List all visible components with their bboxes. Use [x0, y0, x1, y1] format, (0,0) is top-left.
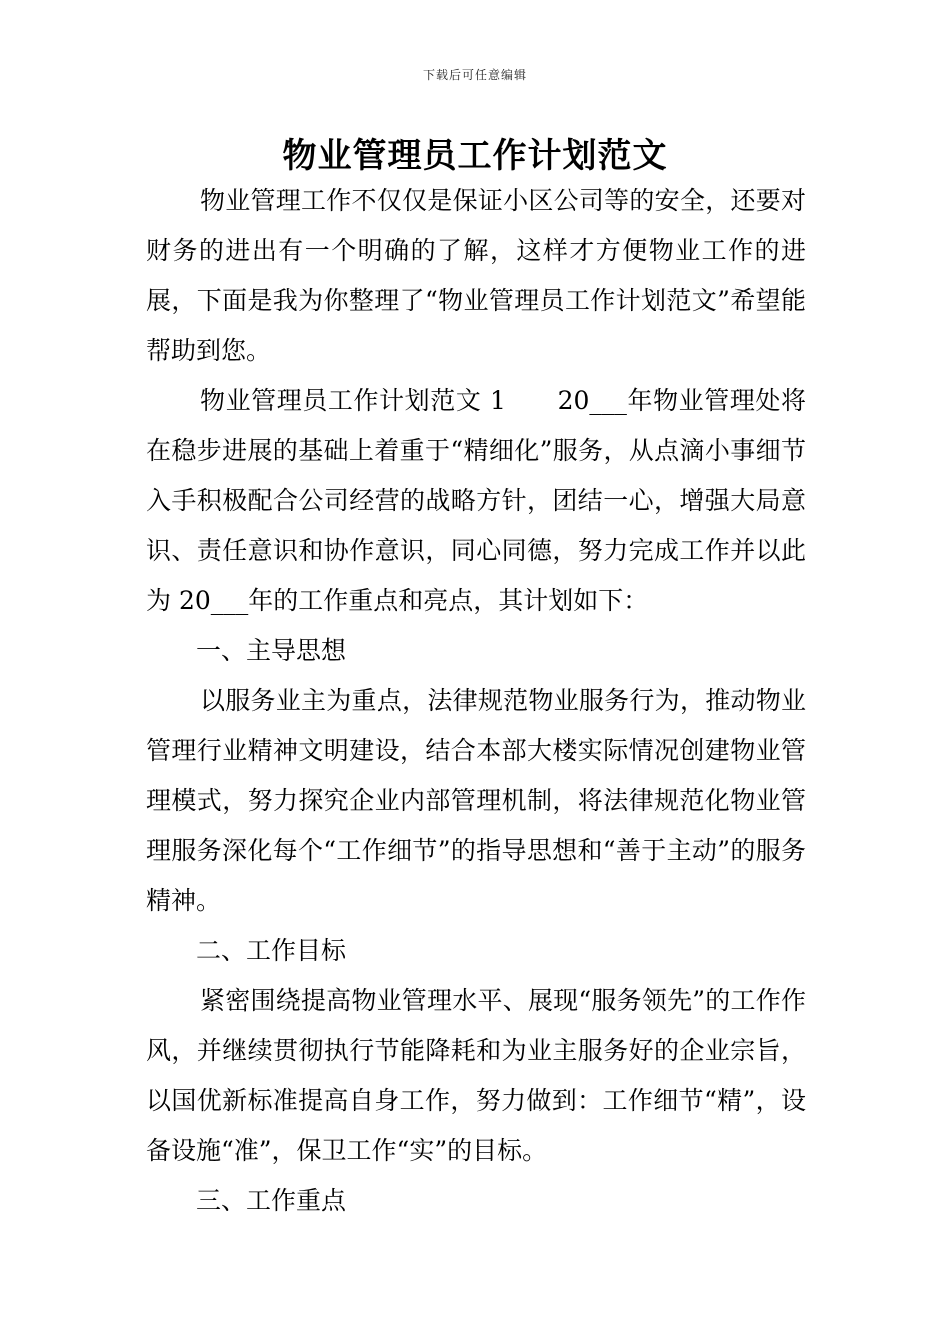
document-title: 物业管理员工作计划范文: [282, 136, 668, 176]
intro-paragraph: 物业管理工作不仅仅是保证小区公司等的安全，还要对财务的进出有一个明确的了解，这样才方便物业工作的进展，下面是我为你整理了“物业管理员工作计划范文”希望能帮助到您。: [146, 186, 806, 365]
section-heading-guiding-idea: 一、主导思想: [196, 636, 347, 665]
header-note: 下载后可任意编辑: [422, 68, 527, 82]
work-goals-paragraph: 紧密围绕提高物业管理水平、展现“服务领先”的工作作风，并继续贯彻执行节能降耗和为业主服务好的企业宗旨，以国优新标准提高自身工作，努力做到：工作细节“精”，设备设施“准”，保卫工作“实”的目标。: [146, 986, 806, 1165]
section-heading-work-goals: 二、工作目标: [196, 936, 347, 965]
guiding-idea-paragraph: 以服务业主为重点，法律规范物业服务行为，推动物业管理行业精神文明建设，结合本部大楼实际情况创建物业管理模式，努力探究企业内部管理机制，将法律规范化物业管理服务深化每个“工作细节”的指导思想和“善于主动”的服务精神。: [146, 686, 806, 915]
document-body: [146, 176, 806, 1226]
plan-intro-paragraph: 物业管理员工作计划范文 1 20___年物业管理处将在稳步进展的基础上着重于“精细化”服务，从点滴小事细节入手积极配合公司经营的战略方针，团结一心，增强大局意识、责任意识和协作意识，同心同德，努力完成工作并以此为 20___年的工作重点和亮点，其计划如下：: [146, 386, 806, 615]
section-heading-work-focus: 三、工作重点: [196, 1186, 347, 1215]
